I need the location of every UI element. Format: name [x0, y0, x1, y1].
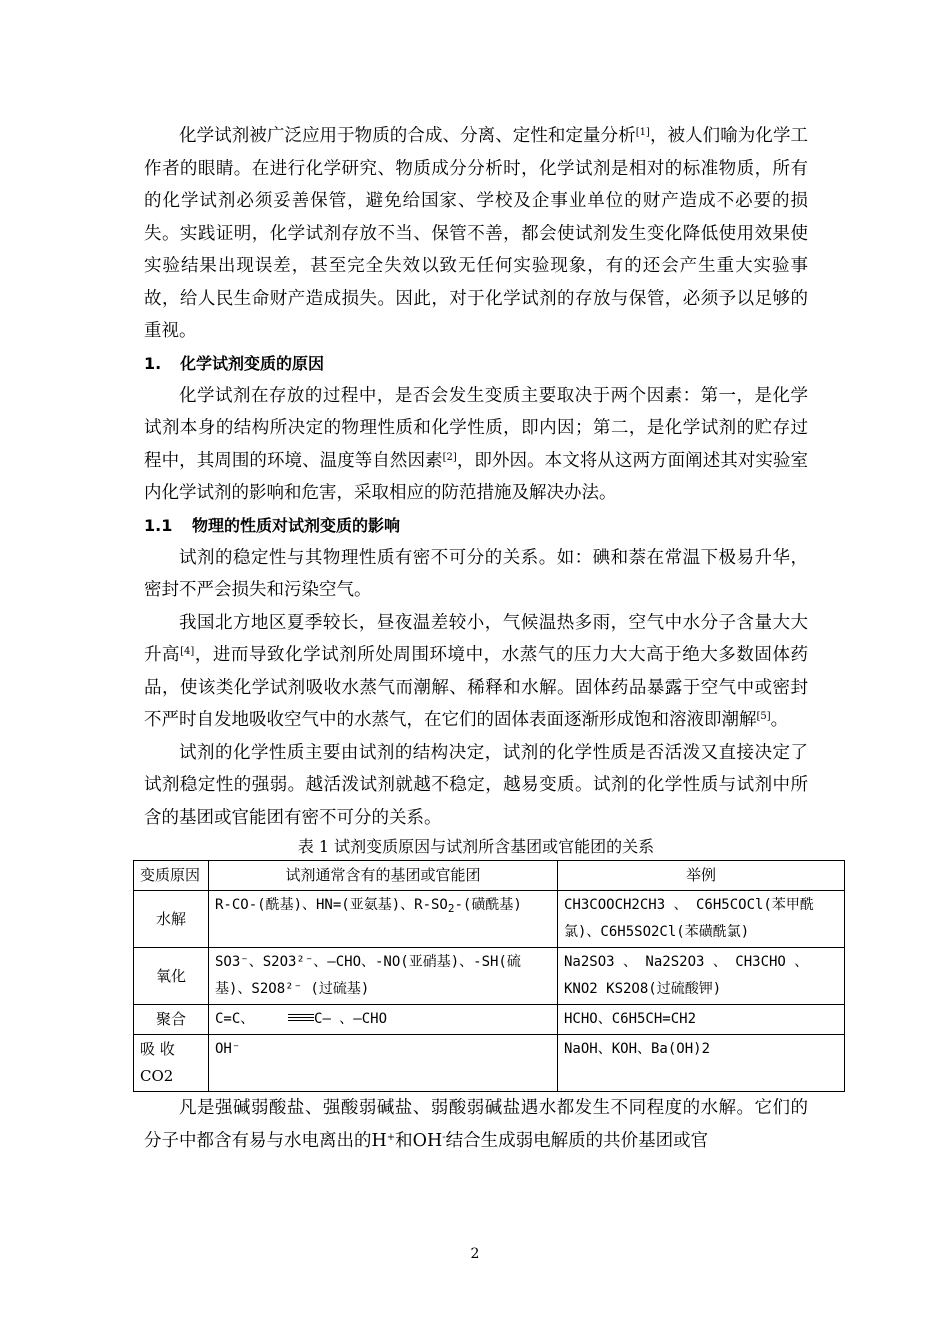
cause-cell: 水解: [134, 891, 209, 948]
section-heading-1-1: 1.1 物理的性质对试剂变质的影响: [144, 515, 401, 535]
table-caption: 表 1 试剂变质原因与试剂所含基团或官能团的关系: [297, 837, 655, 856]
table-header-row: [134, 861, 845, 891]
paragraph-chemical-properties: 试剂的化学性质主要由试剂的结构决定，试剂的化学性质是否活泼又直接决定了试剂稳定性的强弱。越活泼试剂就越不稳定，越易变质。试剂的化学性质与试剂中所含的基团或官能团有密不可分的关系。: [144, 742, 808, 828]
reagent-table: [133, 860, 845, 1092]
examples-cell: HCHO、C6H5CH=CH2: [558, 1005, 845, 1035]
examples-cell: CH3COOCH2CH3 、 C6H5COCl(苯甲酰氯)、C6H5SO2Cl(苯磺酰氯): [558, 891, 845, 948]
citation: [1]: [635, 127, 650, 138]
header-groups: 试剂通常含有的基团或官能团: [209, 861, 558, 891]
citation: [5]: [756, 711, 771, 722]
citation: [2]: [442, 451, 457, 463]
paragraph-climate: 我国北方地区夏季较长，昼夜温差较小，气候温热多雨，空气中水分子含量大大升高[4]，进而导致化学试剂所处周围环境中，水蒸气的压力大大高于绝大多数固体药品，使该类化学试剂吸收水蒸气而潮解、稀释和水解。固体药品暴露于空气中或密封不严时自发地吸收空气中的水蒸气，在它们的固体表面逐渐形成饱和溶液即潮解[5]。: [144, 612, 809, 730]
groups-cell: R-CO-(酰基)、HN=(亚氨基)、$R-SO_2-$(磺酰基): [209, 891, 558, 948]
cause-cell: 聚合: [134, 1005, 209, 1035]
table-row: [134, 948, 845, 1005]
cause-cell: 吸 收 CO2: [134, 1035, 209, 1092]
header-cause: 变质原因: [134, 861, 209, 891]
groups-cell: OH⁻: [209, 1035, 558, 1092]
header-examples: 举例: [558, 861, 845, 891]
groups-cell: SO3⁻、S2O3²⁻、—CHO、-NO(亚硝基)、-SH(硫基)、S2O8²⁻ (过硫基): [209, 948, 558, 1005]
paragraph-causes: 化学试剂在存放的过程中，是否会发生变质主要取决于两个因素：第一，是化学试剂本身的结构所决定的物理性质和化学性质，即内因；第二，是化学试剂的贮存过程中，其周围的环境、温度等自然因素[2]，即外因。本文将从这两方面阐述其对实验室内化学试剂的影响和危害，采取相应的防范措施及解决办法。: [144, 385, 809, 503]
triple-bond-icon: [288, 1010, 314, 1024]
groups-cell: C=C、 C— 、—CHO: [209, 1005, 558, 1035]
paragraph-hydrolysis: 凡是强碱弱酸盐、强酸弱碱盐、弱酸弱碱盐遇水都发生不同程度的水解。它们的分子中都含有易与水电离出的H+和OH-结合生成弱电解质的共价基团或官: [144, 1098, 808, 1151]
table-row: [134, 1005, 845, 1035]
citation: [4]: [180, 646, 195, 657]
table-row: [134, 1035, 845, 1092]
table-row: [134, 891, 845, 948]
section-heading-1: 1. 化学试剂变质的原因: [144, 353, 325, 373]
document-body: [140, 120, 814, 1157]
paragraph-intro: 化学试剂被广泛应用于物质的合成、分离、定性和定量分析[1]，被人们喻为化学工作者的眼睛。在进行化学研究、物质成分分析时，化学试剂是相对的标准物质，所有的化学试剂必须妥善保管，避免给国家、学校及企事业单位的财产造成不必要的损失。实践证明，化学试剂存放不当、保管不善，都会使试剂发生变化降低使用效果使实验结果出现误差，甚至完全失效以致无任何实验现象，有的还会产生重大实验事故，给人民生命财产造成损失。因此，对于化学试剂的存放与保管，必须予以足够的重视。: [144, 126, 809, 341]
page-number: 2: [470, 1246, 480, 1262]
examples-cell: NaOH、KOH、Ba(OH)2: [558, 1035, 845, 1092]
examples-cell: Na2SO3 、 Na2S2O3 、 CH3CHO 、 KNO2 KS2O8(过硫酸钾): [558, 948, 845, 1005]
cause-cell: 氧化: [134, 948, 209, 1005]
paragraph-stability: 试剂的稳定性与其物理性质有密不可分的关系。如：碘和萘在常温下极易升华，密封不严会损失和污染空气。: [144, 547, 808, 600]
